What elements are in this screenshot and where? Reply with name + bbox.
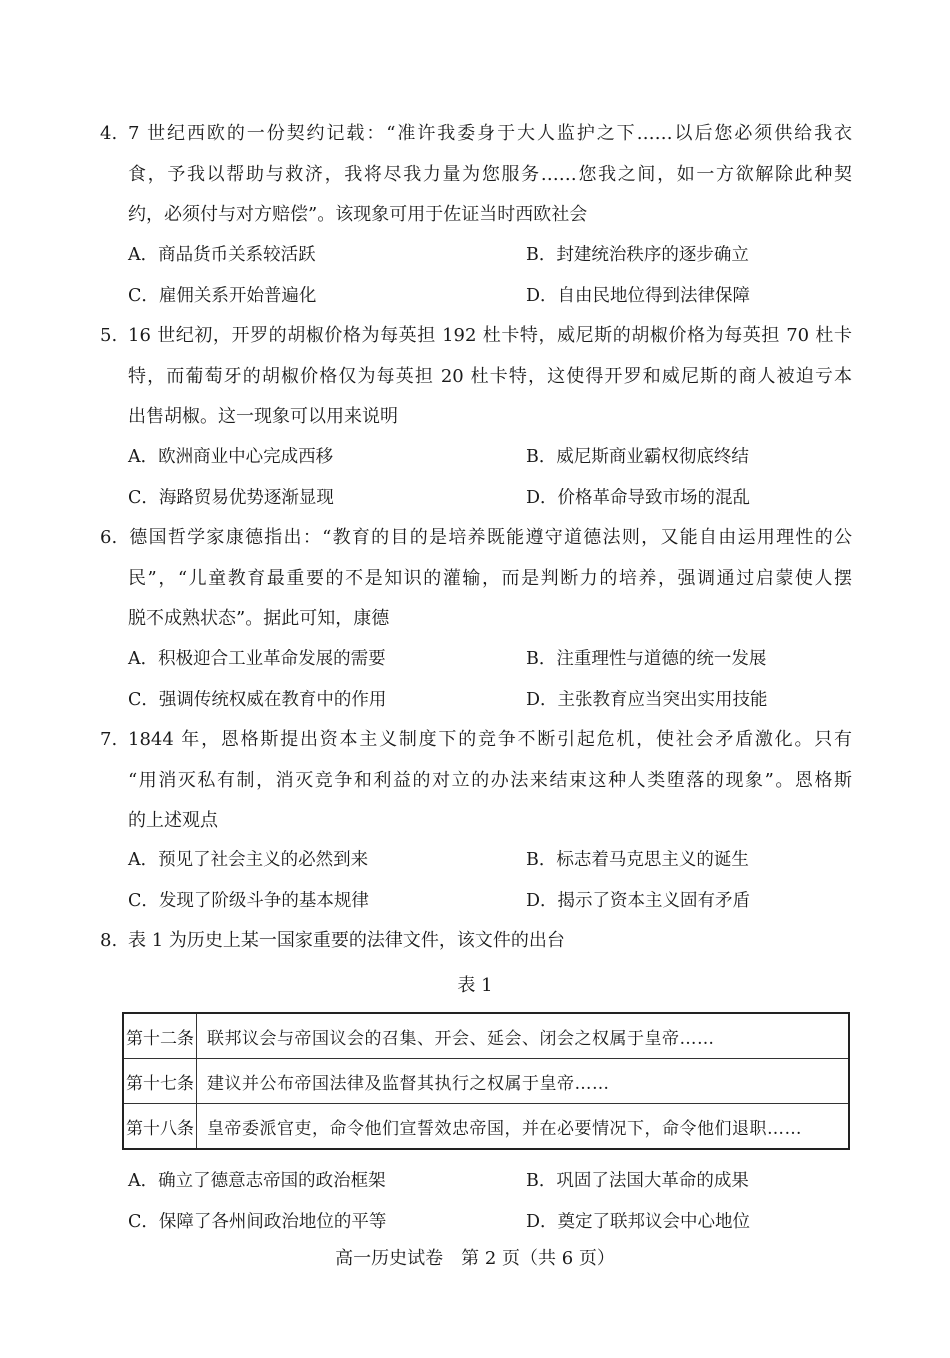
article-number: 第十八条 (123, 1104, 197, 1150)
option-a: A．预见了社会主义的必然到来 (128, 850, 369, 870)
options-8 (128, 1161, 852, 1242)
table-row (123, 1059, 849, 1104)
question-6 (100, 518, 852, 640)
option-d: D．主张教育应当突出实用技能 (526, 689, 768, 710)
option-c: C．强调传统权威在教育中的作用 (128, 689, 387, 710)
question-number: 7. (100, 729, 118, 750)
question-line: 出售胡椒。这一现象可以用来说明 (128, 406, 398, 427)
article-text: 皇帝委派官吏，命令他们宣誓效忠帝国，并在必要情况下，命令他们退职…… (197, 1104, 850, 1150)
option-a: A．商品货币关系较活跃 (128, 245, 316, 265)
question-7 (100, 720, 852, 842)
option-a: A．积极迎合工业革命发展的需要 (128, 649, 386, 669)
option-a: A．欧洲商业中心完成西移 (128, 447, 334, 467)
question-line: 5. 16 世纪初，开罗的胡椒价格为每英担 192 杜卡特，威尼斯的胡椒价格为每英担 70 杜卡 (100, 316, 852, 357)
article-number: 第十二条 (123, 1013, 197, 1059)
question-number: 8. (100, 930, 118, 951)
article-text: 建议并公布帝国法律及监督其执行之权属于皇帝…… (197, 1059, 850, 1104)
option-d: D．自由民地位得到法律保障 (526, 285, 751, 306)
options-7 (128, 840, 852, 921)
option-b: B．威尼斯商业霸权彻底终结 (526, 447, 749, 467)
option-a: A．确立了德意志帝国的政治框架 (128, 1171, 386, 1191)
option-d: D．揭示了资本主义固有矛盾 (526, 890, 751, 911)
option-b: B．巩固了法国大革命的成果 (526, 1171, 749, 1191)
article-text: 联邦议会与帝国议会的召集、开会、延会、闭会之权属于皇帝…… (197, 1013, 850, 1059)
question-line: 4. 7 世纪西欧的一份契约记载：“准许我委身于大人监护之下……以后您必须供给我衣 (100, 114, 852, 155)
option-b: B．注重理性与道德的统一发展 (526, 649, 767, 669)
question-number: 5. (100, 325, 118, 346)
question-line: 民”，“儿童教育最重要的不是知识的灌输，而是判断力的培养，强调通过启蒙使人摆 (128, 567, 852, 589)
question-4 (100, 114, 852, 236)
question-line: 的上述观点 (128, 810, 218, 831)
option-c: C．海路贸易优势逐渐显现 (128, 487, 334, 508)
question-5 (100, 316, 852, 438)
question-line: 食，予我以帮助与救济，我将尽我力量为您服务……您我之间，如一方欲解除此种契 (128, 163, 852, 185)
option-b: B．标志着马克思主义的诞生 (526, 850, 749, 870)
law-table (122, 1012, 850, 1150)
option-b: B．封建统治秩序的逐步确立 (526, 245, 749, 265)
option-c: C．发现了阶级斗争的基本规律 (128, 890, 369, 911)
question-line: “用消灭私有制，消灭竞争和利益的对立的办法来结束这种人类堕落的现象”。恩格斯 (128, 769, 852, 791)
question-8 (100, 921, 852, 962)
table-row (123, 1104, 849, 1150)
question-number: 6. (100, 527, 118, 548)
option-c: C．保障了各州间政治地位的平等 (128, 1211, 387, 1232)
page-footer: 高一历史试卷 第 2 页（共 6 页） (335, 1248, 615, 1269)
options-6 (128, 639, 852, 720)
article-number: 第十七条 (123, 1059, 197, 1104)
question-line: 特，而葡萄牙的胡椒价格仅为每英担 20 杜卡特，这使得开罗和威尼斯的商人被迫亏本 (128, 365, 852, 387)
question-number: 4. (100, 123, 118, 144)
question-line: 脱不成熟状态”。据此可知，康德 (128, 608, 390, 629)
question-line: 8. 表 1 为历史上某一国家重要的法律文件，该文件的出台 (100, 921, 852, 962)
options-4 (128, 235, 852, 316)
options-5 (128, 437, 852, 518)
table-caption: 表 1 (457, 975, 493, 996)
question-line: 约，必须付与对方赔偿”。该现象可用于佐证当时西欧社会 (128, 204, 588, 225)
question-line: 7. 1844 年，恩格斯提出资本主义制度下的竞争不断引起危机，使社会矛盾激化。只有 (100, 720, 852, 761)
option-d: D．奠定了联邦议会中心地位 (526, 1211, 751, 1232)
option-d: D．价格革命导致市场的混乱 (526, 487, 751, 508)
question-line: 6. 德国哲学家康德指出：“教育的目的是培养既能遵守道德法则，又能自由运用理性的公 (100, 518, 852, 559)
option-c: C．雇佣关系开始普遍化 (128, 285, 317, 306)
table-row (123, 1013, 849, 1059)
